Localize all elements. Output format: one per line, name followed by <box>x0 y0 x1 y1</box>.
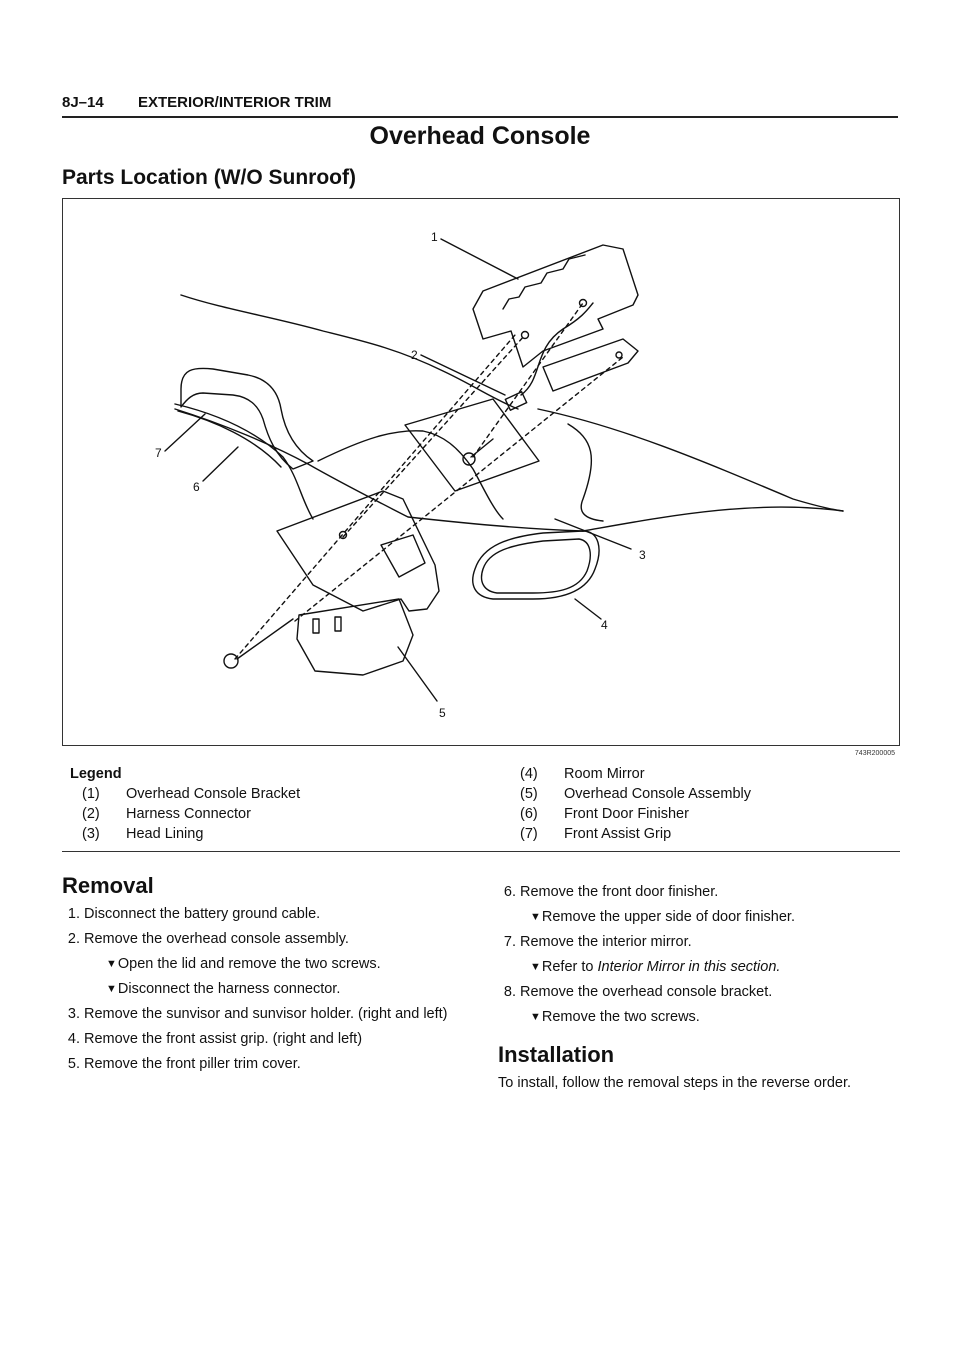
triangle-down-bullet-icon: ▼ <box>530 911 541 923</box>
console-screw <box>237 619 293 659</box>
triangle-down-bullet-icon: ▼ <box>530 961 541 973</box>
head-lining-outline <box>181 295 518 409</box>
section-number: 8J–14 <box>62 94 104 111</box>
legend-item: (1) Overhead Console Bracket <box>82 786 301 802</box>
procedure-step: 3. Remove the sunvisor and sunvisor holder. (right and left) <box>67 1006 448 1022</box>
leader-4 <box>575 599 601 619</box>
callout-3: 3 <box>639 548 646 562</box>
procedure-step: 7. Remove the interior mirror. <box>503 934 692 950</box>
procedure-substep: ▼ Remove the upper side of door finisher. <box>530 909 795 925</box>
section-title: EXTERIOR/INTERIOR TRIM <box>138 94 332 111</box>
leader-5 <box>398 647 437 701</box>
parts-diagram <box>63 199 899 745</box>
door-finisher-line-2 <box>178 411 281 467</box>
console-bracket <box>473 245 638 367</box>
bracket-hole <box>616 352 622 358</box>
door-finisher-line <box>175 404 313 519</box>
page-title: Overhead Console <box>369 122 591 150</box>
lining-inner-right <box>568 424 603 521</box>
room-mirror <box>473 531 599 599</box>
harness-wire <box>521 303 593 395</box>
console-assembly-lid <box>297 599 413 675</box>
triangle-down-bullet-icon: ▼ <box>106 958 117 970</box>
head-lining-lower <box>583 507 843 531</box>
console-screw-head <box>224 654 238 668</box>
harness-connector <box>505 392 526 410</box>
procedure-step: 8. Remove the overhead console bracket. <box>503 984 773 1000</box>
callout-6: 6 <box>193 480 200 494</box>
parts-location-figure <box>62 198 900 757</box>
triangle-down-bullet-icon: ▼ <box>530 1011 541 1023</box>
installation-text: To install, follow the removal steps in the reverse order. <box>498 1075 851 1091</box>
procedure-step: 4. Remove the front assist grip. (right and left) <box>67 1031 363 1047</box>
procedure-step: 2. Remove the overhead console assembly. <box>67 931 349 947</box>
leader-6 <box>203 447 238 481</box>
lid-slot <box>335 617 341 631</box>
legend-item: (6) Front Door Finisher <box>520 806 689 822</box>
legend-item: (3) Head Lining <box>82 826 204 842</box>
console-assembly-body <box>277 491 439 611</box>
legend-right <box>520 764 751 844</box>
procedure-step: 6. Remove the front door finisher. <box>503 884 719 900</box>
procedure-step: 1. Disconnect the battery ground cable. <box>67 906 321 922</box>
installation-heading: Installation <box>498 1042 615 1067</box>
procedure-step: 5. Remove the front piller trim cover. <box>67 1056 301 1072</box>
legend-item: (4) Room Mirror <box>520 766 645 782</box>
legend-left <box>70 764 300 844</box>
triangle-down-bullet-icon: ▼ <box>106 983 117 995</box>
head-lining-edge <box>175 409 583 531</box>
legend-item: (2) Harness Connector <box>82 806 251 822</box>
leader-1 <box>441 239 518 279</box>
procedure-substep: ▼ Remove the two screws. <box>530 1009 700 1025</box>
callout-4: 4 <box>601 618 608 632</box>
page-subtitle: Parts Location (W/O Sunroof) <box>62 166 356 189</box>
leader-3 <box>555 519 631 549</box>
removal-heading: Removal <box>62 873 154 898</box>
removal-column-right <box>498 876 900 1093</box>
legend-item: (5) Overhead Console Assembly <box>520 786 751 802</box>
callout-5: 5 <box>439 706 446 720</box>
legend-divider <box>62 851 900 852</box>
leader-7 <box>165 414 205 451</box>
callout-1: 1 <box>431 230 438 244</box>
room-mirror-inner <box>482 539 591 593</box>
bracket-top-notches <box>503 255 585 309</box>
procedure-substep: ▼ Refer to Interior Mirror in this section. <box>530 959 781 975</box>
console-lamp <box>381 535 425 577</box>
procedure-substep: ▼ Disconnect the harness connector. <box>106 981 341 997</box>
callout-7: 7 <box>155 446 162 460</box>
procedure-substep: ▼ Open the lid and remove the two screws. <box>106 956 381 972</box>
figure-code: 743R200005 <box>854 750 895 757</box>
legend-heading: Legend <box>70 766 122 782</box>
lid-slot <box>313 619 319 633</box>
removal-column-left <box>62 873 472 1079</box>
callout-2: 2 <box>411 348 418 362</box>
page-header <box>62 92 898 118</box>
legend-item: (7) Front Assist Grip <box>520 826 672 842</box>
